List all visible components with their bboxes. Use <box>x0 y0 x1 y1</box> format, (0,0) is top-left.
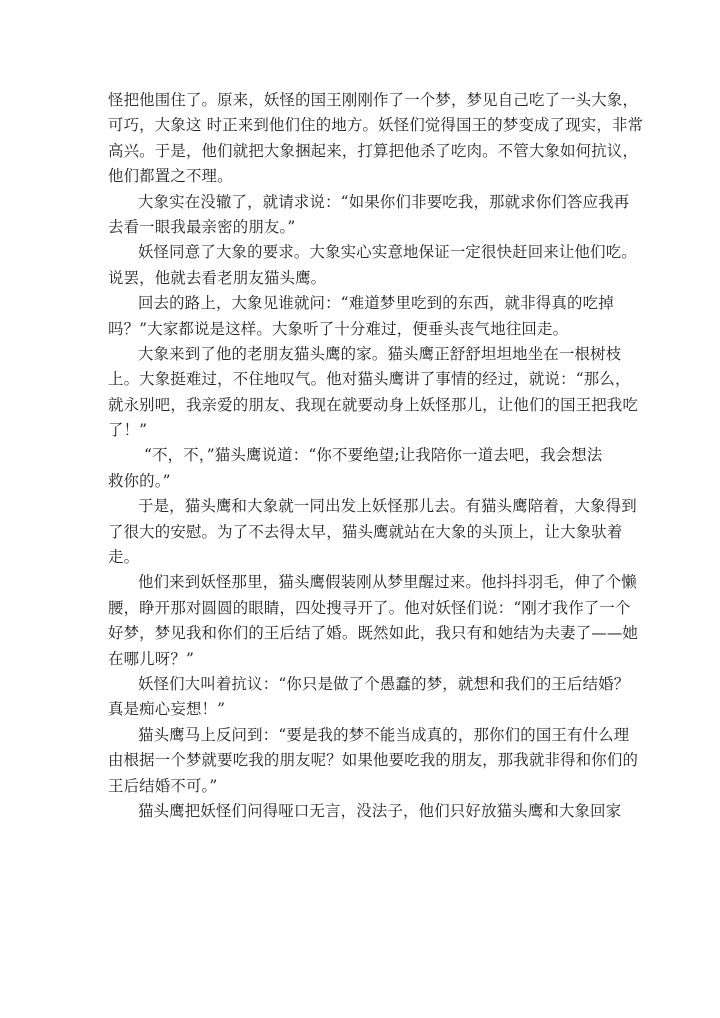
story-text <box>108 88 644 824</box>
text-line: 了很大的安慰。为了不去得太早，猫头鹰就站在大象的头顶上，让大象驮着 <box>108 522 623 541</box>
text-line: 他们都置之不理。 <box>108 167 233 186</box>
text-line: 去看一眼我最亲密的朋友。” <box>108 217 296 236</box>
text-line: 怪把他围住了。原来，妖怪的国王刚刚作了一个梦，梦见自己吃了一头大象， <box>108 91 639 109</box>
text-line: 妖怪们大叫着抗议：“你只是做了个愚蠢的梦，就想和我们的王后结婚？ <box>138 674 630 693</box>
text-line: 真是痴心妄想！” <box>108 700 226 719</box>
text-line: 腰，睁开那对圆圆的眼睛，四处搜寻开了。他对妖怪们说：“刚才我作了一个 <box>108 598 631 617</box>
text-line: 上。大象挺难过，不住地叹气。他对猫头鹰讲了事情的经过，就说：“那么， <box>108 370 631 389</box>
text-line: 就永别吧，我亲爱的朋友、我现在就要动身上妖怪那儿，让他们的国王把我吃 <box>108 395 639 414</box>
text-line: 高兴。于是，他们就把大象捆起来，打算把他杀了吃肉。不管大象如何抗议， <box>108 141 639 160</box>
text-line: 王后结婚不可。” <box>108 776 218 795</box>
text-line: 在哪儿呀？” <box>108 649 195 668</box>
text-line: 好梦，梦见我和你们的王后结了婚。既然如此，我只有和她结为夫妻了——她 <box>108 624 639 643</box>
text-line: 走。 <box>108 548 140 567</box>
text-line: 大象实在没辙了，就请求说：“如果你们非要吃我，那就求你们答应我再 <box>138 192 630 211</box>
text-line: 猫头鹰把妖怪们问得哑口无言，没法子，他们只好放猫头鹰和大象回家 <box>138 801 622 820</box>
text-line: 他们来到妖怪那里，猫头鹰假装刚从梦里醒过来。他抖抖羽毛，伸了个懒 <box>138 573 637 592</box>
text-line: 猫头鹰马上反问到：“要是我的梦不能当成真的，那你们的国王有什么理 <box>138 725 630 744</box>
text-line: 大象来到了他的老朋友猫头鹰的家。猫头鹰正舒舒坦坦地坐在一根树枝 <box>138 344 622 363</box>
text-line: “不，不，”猫头鹰说道：“你不要绝望;让我陪你一道去吧，我会想法 <box>144 446 603 465</box>
text-line: 于是，猫头鹰和大象就一同出发上妖怪那儿去。有猫头鹰陪着，大象得到 <box>138 497 637 516</box>
text-line: 了！” <box>108 421 148 440</box>
text-line: 说罢，他就去看老朋友猫头鹰。 <box>108 268 327 287</box>
text-line: 救你的。” <box>108 471 171 490</box>
text-line: 回去的路上，大象见谁就问：“难道梦里吃到的东西，就非得真的吃掉 <box>138 294 614 313</box>
text-line: 可巧，大象这 时正来到他们住的地方。妖怪们觉得国王的梦变成了现实，非常 <box>108 116 644 135</box>
text-line: 妖怪同意了大象的要求。大象实心实意地保证一定很快赶回来让他们吃。 <box>138 243 637 262</box>
text-line: 由根据一个梦就要吃我的朋友呢？如果他要吃我的朋友，那我就非得和你们的 <box>108 751 639 770</box>
text-line: 吗？”大家都说是这样。大象听了十分难过，便垂头丧气地往回走。 <box>108 319 569 338</box>
